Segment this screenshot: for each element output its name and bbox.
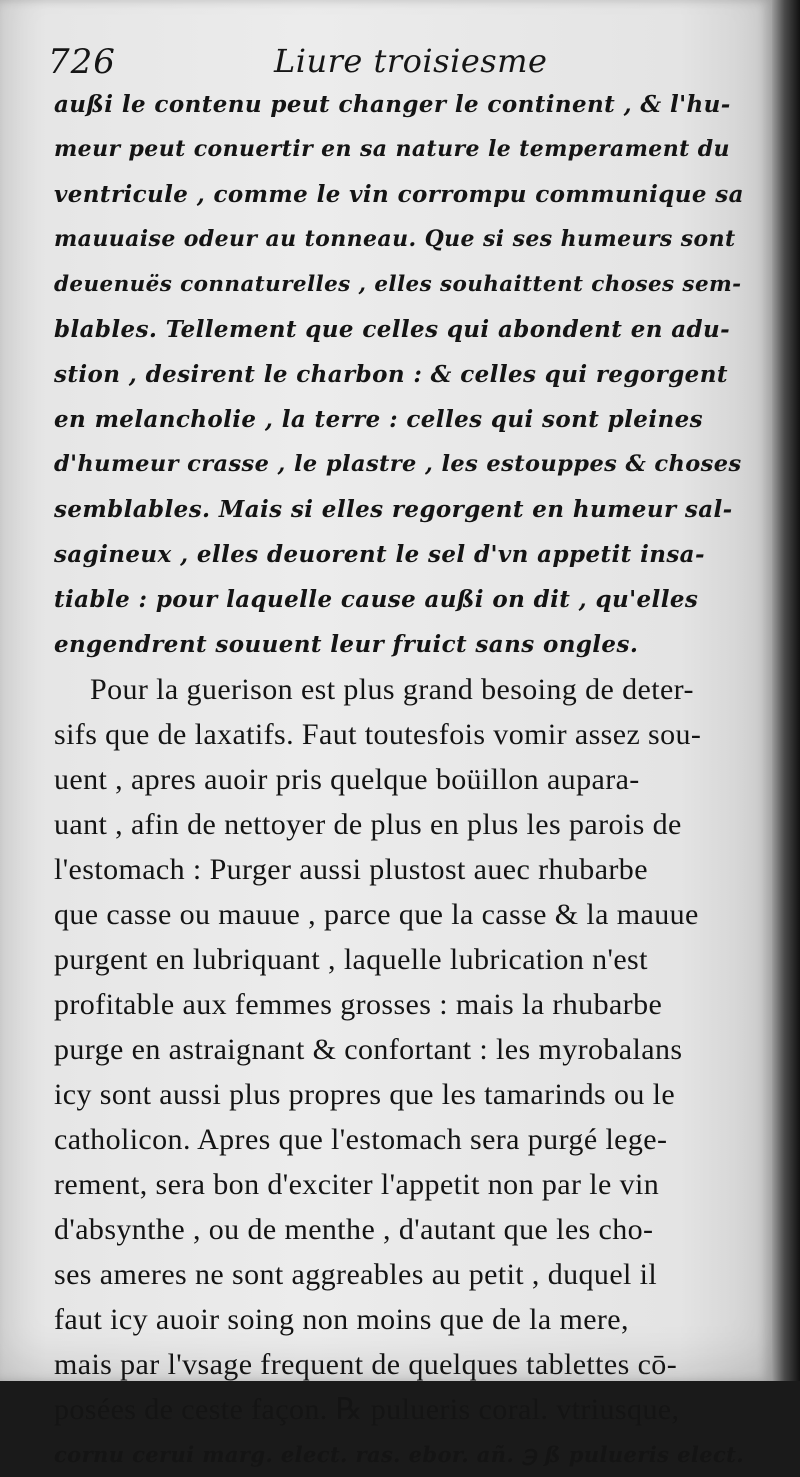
- text-line: uent , apres auoir pris quelque boüillon aupara-: [54, 763, 640, 796]
- text-line: deuenuës connaturelles , elles souhaittent choses sem-: [54, 272, 742, 297]
- text-line: sagineux , elles deuorent le sel d'vn appetit insa-: [54, 541, 705, 568]
- text-line: en melancholie , la terre : celles qui sont pleines: [54, 406, 703, 433]
- text-line: semblables. Mais si elles regorgent en humeur sal-: [54, 496, 733, 523]
- page-edge-shadow: [772, 0, 800, 1381]
- text-line: ses ameres ne sont aggreables au petit , duquel il: [54, 1258, 658, 1291]
- text-line: uant , afin de nettoyer de plus en plus les parois de: [54, 808, 682, 841]
- text-line: sifs que de laxatifs. Faut toutesfois vomir assez sou-: [54, 718, 702, 751]
- show-through-bleed: [72, 1262, 732, 1372]
- text-line: catholicon. Apres que l'estomach sera purgé lege-: [54, 1123, 668, 1156]
- text-line: mais par l'vsage frequent de quelques tablettes cō-: [54, 1348, 678, 1381]
- text-line: l'estomach : Purger aussi plustost auec rhubarbe: [54, 853, 648, 886]
- text-line: d'absynthe , ou de menthe , d'autant que les cho-: [54, 1213, 654, 1246]
- text-line: purge en astraignant & confortant : les myrobalans: [54, 1033, 683, 1066]
- text-line: blables. Tellement que celles qui abondent en adu-: [54, 316, 731, 343]
- text-line: ventricule , comme le vin corrompu communique sa: [54, 181, 744, 208]
- text-line: purgent en lubriquant , laquelle lubrication n'est: [54, 943, 648, 976]
- text-line: cornu cerui marg. elect. ras. ebor. añ. ℈ ß pulueris elect.: [54, 1442, 744, 1467]
- text-line: posées de ceste façon. ℞ pulueris coral. vtriusque,: [54, 1393, 680, 1426]
- text-line: rement, sera bon d'exciter l'appetit non par le vin: [54, 1168, 660, 1201]
- running-title: Liure troisiesme: [274, 42, 548, 80]
- text-line: d'humeur crasse , le plastre , les estouppes & choses: [54, 451, 742, 477]
- page-number: 726: [48, 42, 116, 82]
- text-line: faut icy auoir soing non moins que de la mere,: [54, 1303, 629, 1336]
- text-line: que casse ou mauue , parce que la casse & la mauue: [54, 898, 699, 931]
- text-line: icy sont aussi plus propres que les tamarinds ou le: [54, 1078, 676, 1111]
- text-line: meur peut conuertir en sa nature le temperament du: [54, 136, 730, 162]
- italic-paragraph: [54, 82, 744, 667]
- text-line: mauuaise odeur au tonneau. Que si ses humeurs sont: [54, 226, 736, 252]
- text-line: stion , desirent le charbon : & celles qui regorgent: [54, 361, 728, 388]
- text-line: tiable : pour laquelle cause außi on dit , qu'elles: [54, 586, 699, 613]
- text-line: profitable aux femmes grosses : mais la rhubarbe: [54, 988, 663, 1021]
- text-line: außi le contenu peut changer le continent , & l'hu-: [54, 91, 731, 118]
- text-line: Pour la guerison est plus grand besoing de deter-: [90, 673, 694, 706]
- text-line: engendrent souuent leur fruict sans ongles.: [54, 631, 639, 658]
